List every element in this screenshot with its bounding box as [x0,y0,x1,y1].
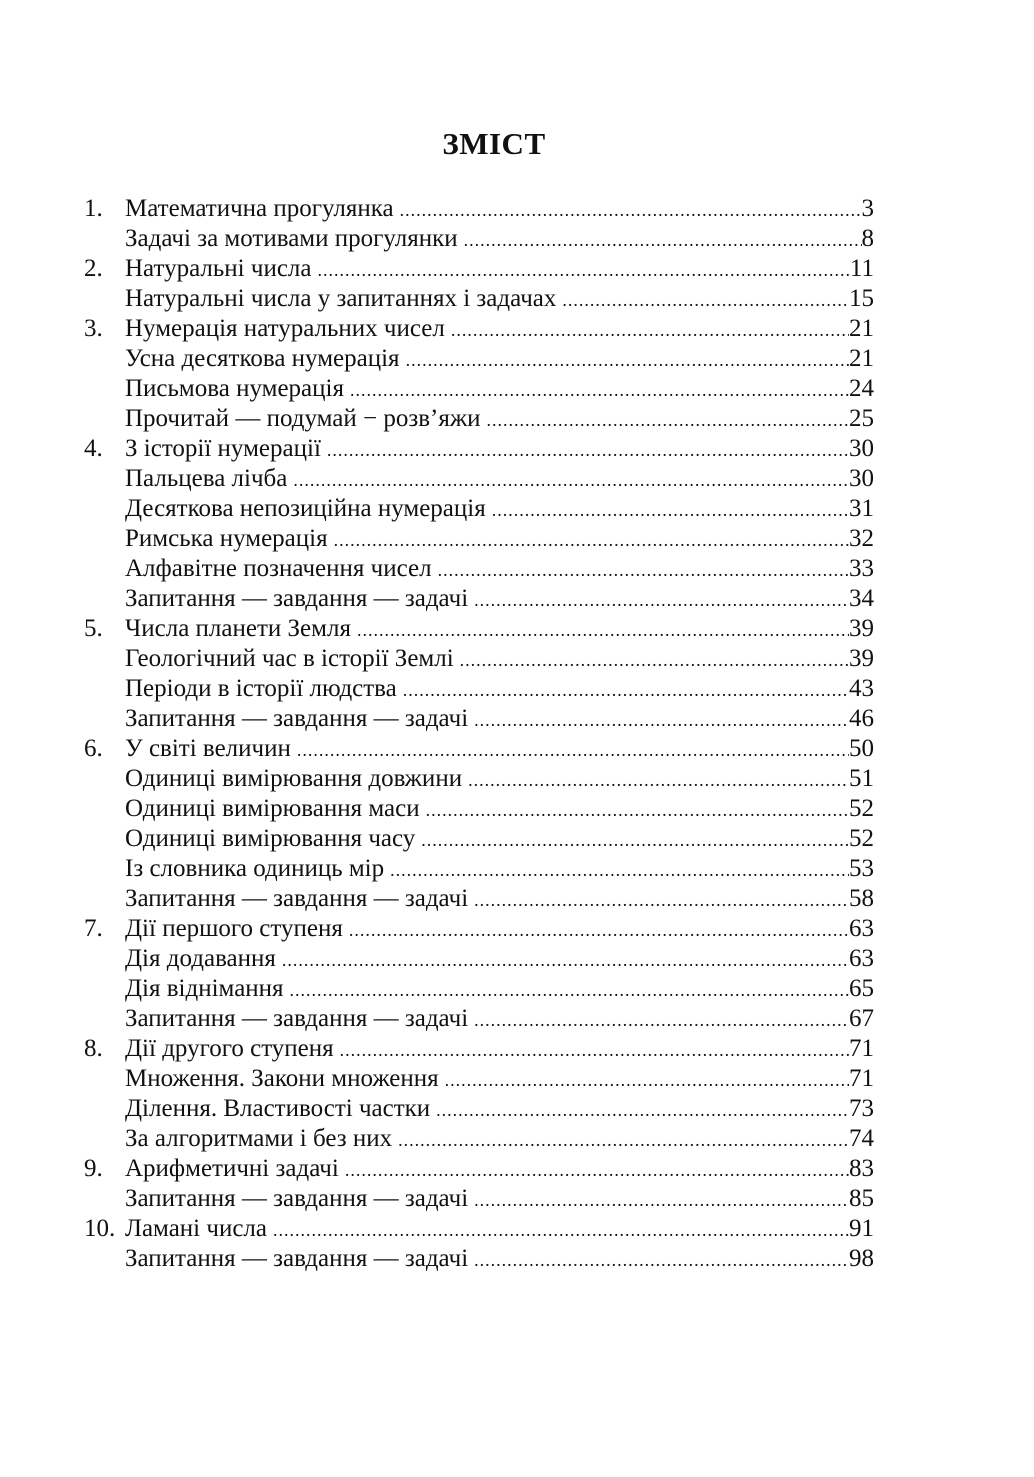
dot-leader [487,405,850,434]
toc-entry-number: 10. [84,1215,116,1242]
toc-entry[interactable] [84,854,874,884]
dot-leader [438,555,849,584]
toc-entry-number: 6. [84,735,103,762]
toc-entry-page: 11 [849,255,874,282]
toc-entry-page: 24 [849,375,874,402]
toc-entry[interactable] [84,434,874,464]
toc-entry-label: Усна десяткова нумерація [125,345,400,372]
toc-entry-label: Запитання — завдання — задачі [125,1005,469,1032]
dot-leader [421,825,849,854]
toc-entry-page: 85 [849,1185,874,1212]
dot-leader [451,315,849,344]
dot-leader [340,1035,849,1064]
toc-entry[interactable] [84,764,874,794]
toc-entry-label: Пальцева лічба [125,465,288,492]
toc-entry-page: 83 [849,1155,874,1182]
dot-leader [334,525,849,554]
toc-entry[interactable] [84,674,874,704]
toc-entry-page: 63 [849,915,874,942]
dot-leader [406,345,849,374]
dot-leader [282,945,849,974]
toc-entry-label: Нумерація натуральних чисел [125,315,445,342]
toc-entry-page: 50 [849,735,874,762]
toc-entry-page: 43 [849,675,874,702]
dot-leader [403,675,849,704]
toc-entry[interactable] [84,494,874,524]
dot-leader [460,645,849,674]
toc-entry-page: 15 [849,285,874,312]
toc-entry-label: Множення. Закони множення [125,1065,439,1092]
toc-entry-page: 71 [849,1065,874,1092]
toc-entry[interactable] [84,1124,874,1154]
toc-entry[interactable] [84,794,874,824]
toc-entry-label: Натуральні числа [125,255,312,282]
dot-leader [290,975,849,1004]
toc-entry-page: 39 [849,615,874,642]
toc-entry-label: У світі величин [125,735,291,762]
toc-entry-label: Одиниці вимірювання часу [125,825,416,852]
toc-entry-label: Запитання — завдання — задачі [125,585,469,612]
toc-entry-label: Прочитай — подумай − розв’яжи [125,405,481,432]
dot-leader [426,795,849,824]
toc-entry[interactable] [84,704,874,734]
toc-entry-label: Алфавітне позначення чисел [125,555,432,582]
toc-entry-label: Геологічний час в історії Землі [125,645,454,672]
toc-entry-label: Запитання — завдання — задачі [125,705,469,732]
dot-leader [400,195,862,224]
toc-entry-page: 30 [849,465,874,492]
toc-entry-label: Одиниці вимірювання маси [125,795,420,822]
dot-leader [297,735,849,764]
toc-entry-label: Ділення. Властивості частки [125,1095,431,1122]
toc-entry-label: Ламані числа [125,1215,267,1242]
dot-leader [474,1245,849,1274]
toc-entry-page: 25 [849,405,874,432]
toc-entry-page: 71 [849,1035,874,1062]
toc-entry[interactable] [84,344,874,374]
toc-entry-page: 21 [849,345,874,372]
toc-entry-label: Запитання — завдання — задачі [125,885,469,912]
toc-entry-page: 46 [849,705,874,732]
toc-entry[interactable] [84,1094,874,1124]
toc-entry-page: 39 [849,645,874,672]
toc-entry-number: 7. [84,915,103,942]
toc-entry-page: 8 [861,225,874,252]
dot-leader [318,255,850,284]
dot-leader [436,1095,849,1124]
dot-leader [349,915,849,944]
toc-entry[interactable] [84,884,874,914]
toc-entry[interactable] [84,254,874,284]
dot-leader [327,435,849,464]
toc-entry[interactable] [84,524,874,554]
toc-entry-page: 52 [849,795,874,822]
toc-entry-number: 9. [84,1155,103,1182]
toc-entry[interactable] [84,464,874,494]
toc-entry-number: 5. [84,615,103,642]
toc-entry-page: 30 [849,435,874,462]
toc-entry-number: 8. [84,1035,103,1062]
toc-entry-number: 3. [84,315,103,342]
toc-entry-label: Дія віднімання [125,975,284,1002]
toc-entry[interactable] [84,1214,874,1244]
toc-entry[interactable] [84,1154,874,1184]
toc-entry[interactable] [84,1004,874,1034]
dot-leader [468,765,849,794]
toc-entry[interactable] [84,404,874,434]
toc-entry[interactable] [84,1244,874,1274]
dot-leader [562,285,849,314]
toc-entry[interactable] [84,584,874,614]
toc-entry-label: Дії першого ступеня [125,915,343,942]
dot-leader [345,1155,849,1184]
toc-entry[interactable] [84,374,874,404]
toc-entry-number: 1. [84,195,103,222]
toc-entry-label: Дія додавання [125,945,276,972]
toc-entry-label: Задачі за мотивами прогулянки [125,225,458,252]
toc-entry[interactable] [84,644,874,674]
toc-entry[interactable] [84,554,874,584]
toc-entry[interactable] [84,284,874,314]
toc-entry-label: Десяткова непозиційна нумерація [125,495,486,522]
toc-entry[interactable] [84,614,874,644]
toc-entry-page: 34 [849,585,874,612]
dot-leader [474,705,849,734]
toc-entry-label: Запитання — завдання — задачі [125,1245,469,1272]
toc-entry[interactable] [84,1034,874,1064]
toc-entry-page: 52 [849,825,874,852]
dot-leader [390,855,849,884]
toc-entry-page: 98 [849,1245,874,1272]
toc-entry[interactable] [84,824,874,854]
dot-leader [398,1125,849,1154]
toc-entry-label: За алгоритмами і без них [125,1125,393,1152]
toc-entry[interactable] [84,1064,874,1094]
dot-leader [474,1185,849,1214]
toc-entry-page: 67 [849,1005,874,1032]
toc-entry-page: 3 [861,195,874,222]
toc-entry[interactable] [84,974,874,1004]
toc-entry[interactable] [84,914,874,944]
toc-entry-label: Натуральні числа у запитаннях і задачах [125,285,557,312]
dot-leader [350,375,849,404]
page-title: ЗМІСТ [442,126,546,161]
dot-leader [293,465,849,494]
toc-entry[interactable] [84,944,874,974]
toc-entry-label: Запитання — завдання — задачі [125,1185,469,1212]
dot-leader [474,885,849,914]
dot-leader [492,495,849,524]
toc-entry-page: 31 [849,495,874,522]
toc-entry-page: 65 [849,975,874,1002]
toc-entry-page: 32 [849,525,874,552]
toc-entry-page: 51 [849,765,874,792]
toc-entry-label: Письмова нумерація [125,375,344,402]
toc-entry-label: Математична прогулянка [125,195,394,222]
toc-entry[interactable] [84,1184,874,1214]
toc-entry-label: Римська нумерація [125,525,328,552]
toc-entry-label: Числа планети Земля [125,615,351,642]
toc-entry[interactable] [84,194,874,224]
toc-entry-page: 33 [849,555,874,582]
dot-leader [357,615,849,644]
toc-entry-label: З історії нумерації [125,435,321,462]
dot-leader [464,225,862,254]
toc-entry[interactable] [84,734,874,764]
dot-leader [273,1215,849,1244]
toc-entry-number: 2. [84,255,103,282]
toc-entry-page: 91 [849,1215,874,1242]
toc-entry-page: 74 [849,1125,874,1152]
toc-entry-page: 73 [849,1095,874,1122]
toc-entry-label: Арифметичні задачі [125,1155,339,1182]
toc-entry-page: 63 [849,945,874,972]
toc-entry[interactable] [84,224,874,254]
toc-entry-page: 21 [849,315,874,342]
dot-leader [474,1005,849,1034]
dot-leader [445,1065,849,1094]
toc-entry-page: 58 [849,885,874,912]
toc-entry-label: Із словника одиниць мір [125,855,385,882]
toc-entry-label: Періоди в історії людства [125,675,397,702]
toc-entry-label: Дії другого ступеня [125,1035,334,1062]
table-of-contents [84,194,874,1274]
toc-entry-number: 4. [84,435,103,462]
toc-entry-page: 53 [849,855,874,882]
toc-entry[interactable] [84,314,874,344]
toc-entry-label: Одиниці вимірювання довжини [125,765,463,792]
dot-leader [474,585,849,614]
